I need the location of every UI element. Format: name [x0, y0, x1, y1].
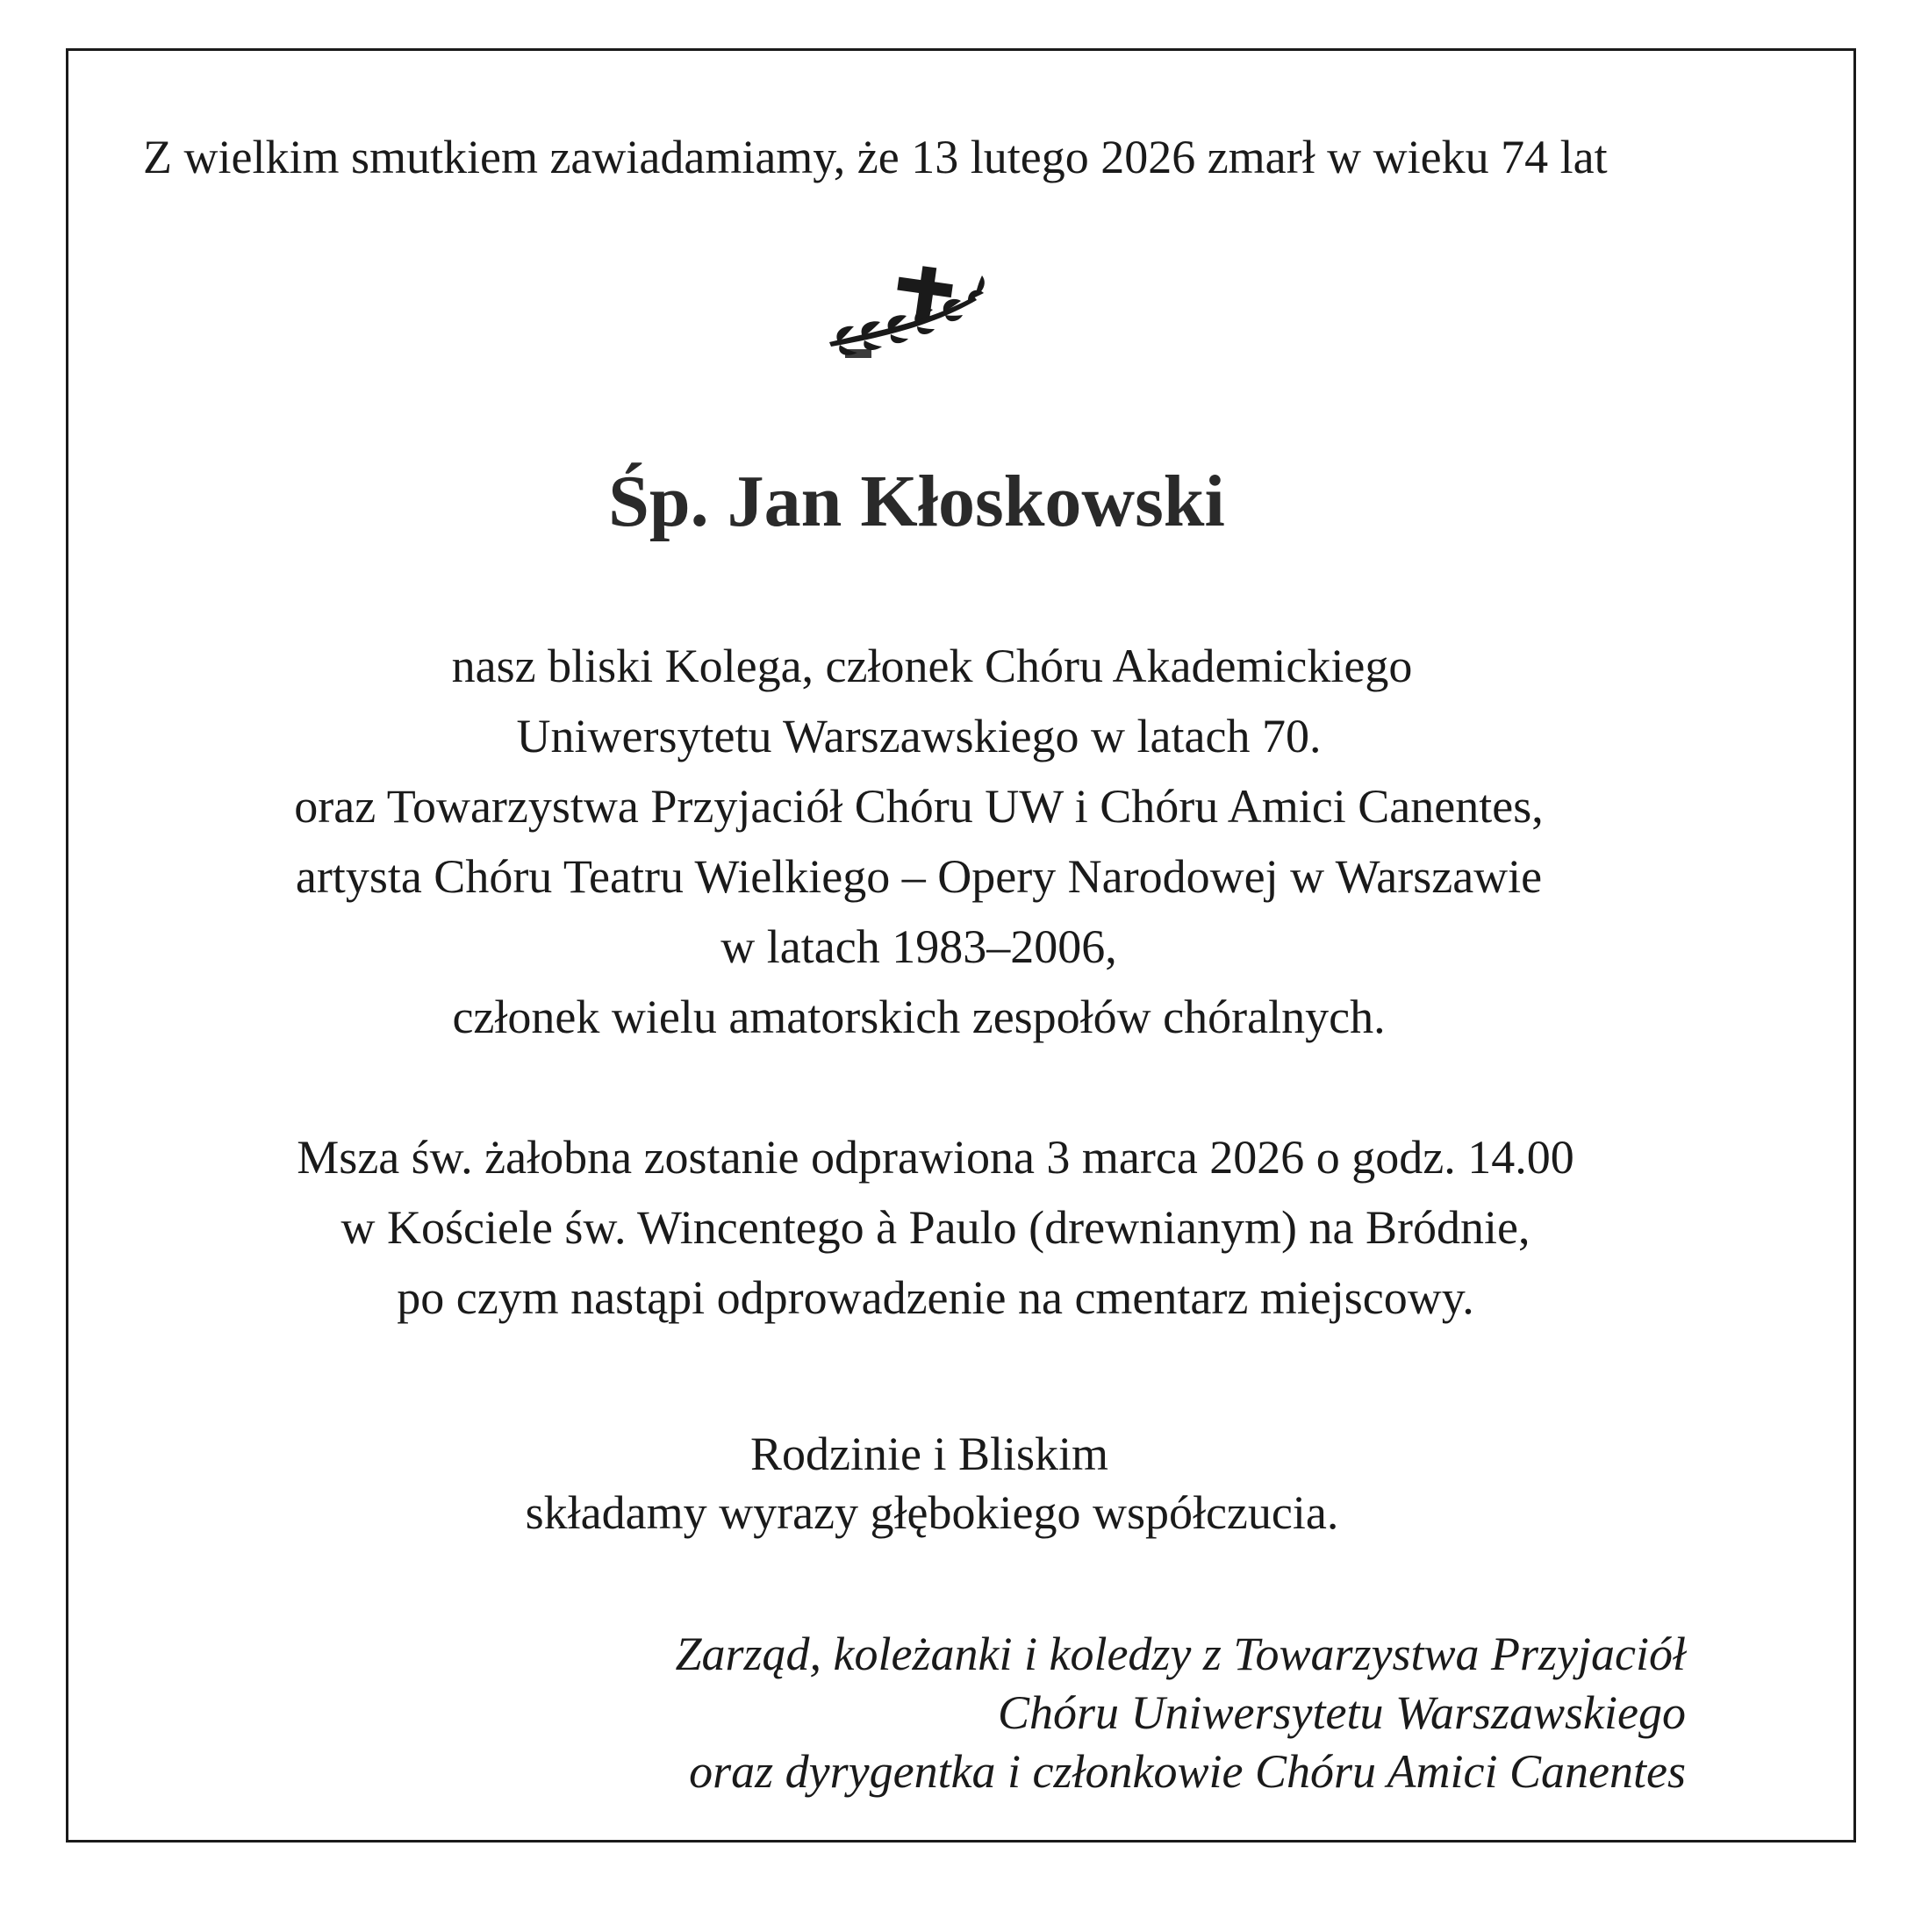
condolence-line: składamy wyrazy głębokiego współczucia. [525, 1486, 1339, 1539]
bio-line: nasz bliski Kolega, członek Chóru Akademickiego [451, 640, 1413, 692]
mass-line: w Kościele św. Wincentego à Paulo (drewnianym) na Bródnie, [341, 1201, 1530, 1254]
signature-line: oraz dyrygentka i członkowie Chóru Amici Canentes [689, 1745, 1686, 1798]
bio-line: artysta Chóru Teatru Wielkiego – Opery Narodowej w Warszawie [295, 850, 1543, 903]
bio-line: członek wielu amatorskich zespołów chóralnych. [452, 991, 1386, 1043]
signature-line: Chóru Uniwersytetu Warszawskiego [997, 1686, 1686, 1739]
mass-line: po czym nastąpi odprowadzenie na cmentarz miejscowy. [397, 1271, 1474, 1324]
intro-text: Z wielkim smutkiem zawiadamiamy, że 13 lutego 2026 zmarł w wieku 74 lat [143, 131, 1608, 183]
cross-with-laurel-branch-icon [821, 261, 1031, 367]
bio-line: w latach 1983–2006, [720, 920, 1117, 973]
signature-line: Zarząd, koleżanki i koledzy z Towarzystwa Przyjaciół [675, 1628, 1686, 1680]
condolence-line: Rodzinie i Bliskim [749, 1428, 1108, 1480]
bio-line: Uniwersytetu Warszawskiego w latach 70. [516, 710, 1322, 762]
mass-line: Msza św. żałobna zostanie odprawiona 3 marca 2026 o godz. 14.00 [297, 1131, 1574, 1184]
deceased-name: Śp. Jan Kłoskowski [608, 461, 1225, 542]
bio-line: oraz Towarzystwa Przyjaciół Chóru UW i Chóru Amici Canentes, [294, 780, 1544, 833]
